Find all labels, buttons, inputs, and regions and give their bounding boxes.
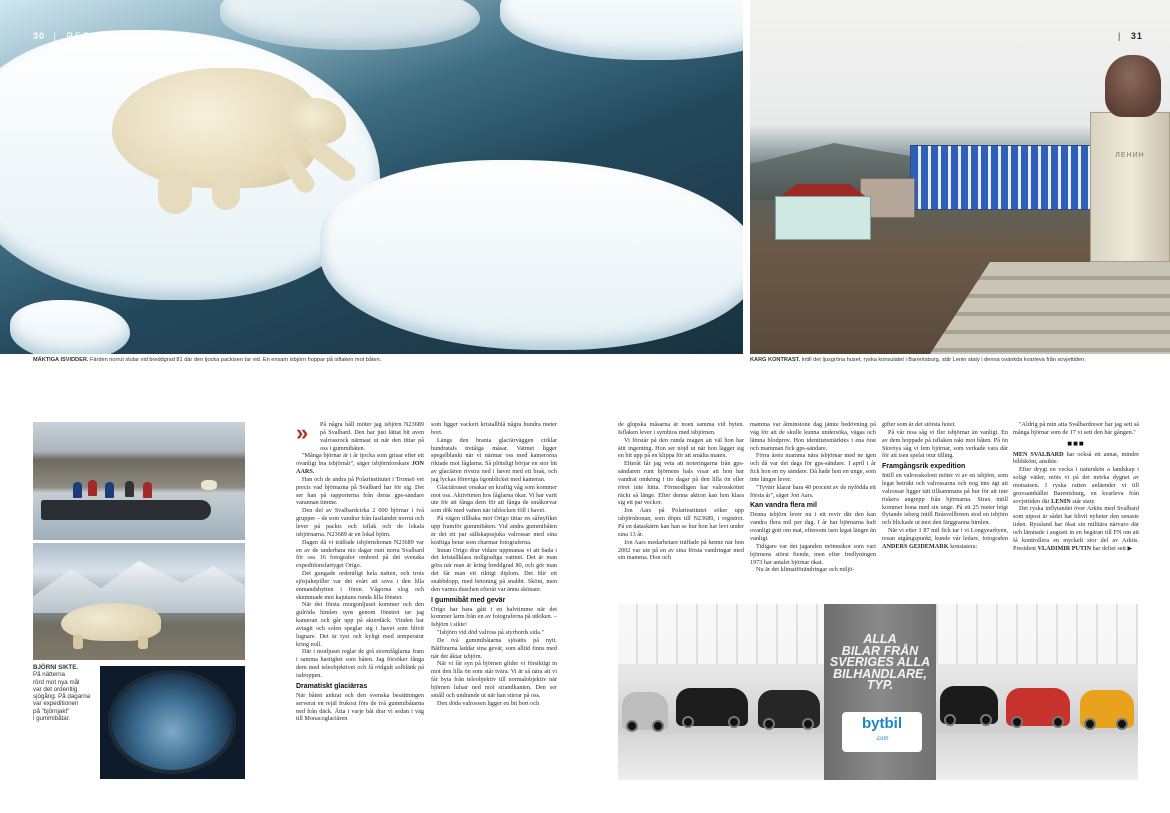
paragraph: Intill en valrosskoloni möter vi av en isbjörn, som legat beträkt och valrossarna och nog inte ägt att valrossar ligger tätt tillsammans på hur för att inte riskera angrepp från björnarna. Strax intill kommer hona med sin unge. På ett 25 meter högt flytande isberg intill Bråsvellbreen stod en isbjörn och blickade ut mot den färggranna himlen. <box>882 472 1008 527</box>
slogan-line: BILHANDLARE, <box>833 666 927 681</box>
paragraph: Den del av Svalbardcirka 2 000 björnar i två grupper – de som vandrar från fastlandet norrut och lever på packis och isflak och de lokala isbjörnarna. N23689 är en lokal björn. <box>296 507 424 538</box>
paragraph <box>882 527 1008 551</box>
text: har deltet sett <box>1092 544 1126 552</box>
paragraph: Nu är det klimatförändringar och miljö- <box>756 566 855 574</box>
side-caption-line: var det ordentlig sjögång. På dagarna <box>33 685 91 701</box>
paragraph: Origo har bara gått i en halvtimme när det kommer larm från en av fotograferna på utkiken. – Isbjörn i sikte! <box>431 605 557 629</box>
right-folio: | 31 <box>1118 31 1143 41</box>
paragraph: Innan Origo drar vidare uppmanas vi att bada i det kristallklara nollgradiga vattnet. Det är man göra när man är kring breddgrad 80, och gör man det får man ett riktigt diplom. Det blir ett snabbdopp, med betoning på snabbt. Skönt, men den varma duschen efteråt var ännu skönare. <box>431 546 557 593</box>
paragraph: Tidigare var det jaganden mönnsikor som vari björnens störst fiende, men efter fredlyningen 1973 har antalet björnar ökat. <box>750 542 876 566</box>
barentsburg-photo <box>750 0 1170 354</box>
side-caption-line: var expeditionen <box>33 700 79 708</box>
main-photo-caption-left <box>33 357 733 364</box>
logo-text: bytbil <box>862 715 902 732</box>
paragraph: Den döda valrossen ligger en bit bort och <box>437 699 540 707</box>
name: LENIN <box>1051 497 1071 505</box>
paragraph: Glaciärraset orsakar en kraftig våg som kommer mot oss. Aktiviteten hos fåglarna ökar. Vi har varit ute för att fånga dem för att fånga de småkorvar som dök med vatten när isblocken föll i havet. <box>431 483 557 515</box>
paragraph: På några håll möter jag isbjörn N23689 på Svalbard. Den har just lättat bit aven valrossrock närmast ut när den tittar på oss i gummibåten. <box>320 421 424 452</box>
paragraph: När det första morgonljuset kommer och den gulröda himlen syns genom fönstret tar jag kameran och går upp på akterdäck. Vinden har avtagit och solen speglar sig i havet som blivit lugnare. Det är tyst och kyligt med temperatur kring noll. <box>296 601 424 648</box>
paragraph <box>1013 451 1139 467</box>
paragraph: de glupska måsarna är noen samma vid byten. Isflaken lever i symbios med isbjörnen. <box>618 421 744 436</box>
subheading: Kan vandra flera mil <box>750 502 817 510</box>
side-caption-line: i gummibåtar. <box>33 715 71 723</box>
main-photo-caption-right <box>750 357 1160 364</box>
paragraph: Längs den branta glaciärväggen cirklar hundratals tretåiga måsar. Vattnet ligger spegelblankt när vi närmar oss med kamerorna riktade mot fåglarna. Så plötsligt börjar en stor bit av glaciären rivstra ned i havet med ett brak, och jag lyckas föreviga ögonblicket med kameran. <box>431 436 557 483</box>
statue-plaque: ЛЕНИН <box>1115 152 1145 159</box>
left-page-number: 30 <box>33 31 46 41</box>
paragraph: På vår resa såg vi fler isbjörnar än vanligt. En av dem hoppade på isflaken rakt mot båten. På ön Storöya såg vi fem björnar, som verkade vara där för att isen spelat otur tilling. <box>882 428 1008 460</box>
paragraph <box>296 452 424 476</box>
lead-in: MEN SVALBARD <box>1013 450 1064 458</box>
paragraph: som ligger vackert kristallblå några hundra meter bort. <box>431 421 557 436</box>
leader-name: ANDERS GEIDEMARK <box>882 542 949 550</box>
paragraph: Denna isbjörn lever nu i ett revir där den kan vandra flera mil per dag. I år har björnarna haft ovanligt gott om mat, eftersom isen legat längre än vanligt. <box>750 511 876 542</box>
name: VLADIMIR PUTIN <box>1037 544 1092 552</box>
article-column-2 <box>431 421 557 783</box>
paragraph: Jon Aars på Polarinstitutet söker upp isbjörnhonan, som döpts till N23689, i registret. På en dataskärm kan han se hur hon har levt under sina 13 år. <box>618 507 744 538</box>
paragraph: Han och de andra på Polarinstitutet i Tromsö vet precis vad björnarna på Svalbard har för sig. Det ser han på rapporterna från deras gps-sändare varannan timme. <box>296 475 424 507</box>
paragraph: "Isbjörn vid död valross på styrbords sida." <box>437 629 544 637</box>
quote: "Många björnar är i år tjocka som grisar efter ett ovanligt bra isbjörnår", säger isbjörnforskare <box>296 452 424 468</box>
side-photo-caption <box>33 664 97 722</box>
side-caption-line: BJÖRNI SIKTE. <box>33 664 79 671</box>
paragraph: "Tyvärr klarar bara 40 procent av de nyfödda ett första år", säger Jon Aars. <box>750 483 876 499</box>
article-column-4 <box>750 421 876 599</box>
paragraph <box>1013 466 1139 505</box>
caption-lead: MÄKTIGA ISVIDDER. <box>33 357 89 363</box>
paragraph: Förra årets mamma nära isbjörnar med ne igen och då var det dags för gps-sändare. I april i år fick hon en ny sändare. Då hade hon en unge, som inte längre lever. <box>750 452 876 483</box>
slogan-line: TYP. <box>866 678 894 692</box>
subheading: Dramatiskt glaciärras <box>296 682 368 690</box>
bytbil-logo[interactable] <box>842 712 922 752</box>
paragraph: Där i motljuset reglar de grå stormfåglarna fram i samma hastighet som båten. Jag försöker fånga dem med teleobjektivet och få rödgult solblänk på isdroppen. <box>296 648 424 679</box>
paragraph: De två gummibåtarna sjösätts på nytt. Båtförarna laddar sina gevär, som alltid finns med när det åktar isbjörn. <box>431 636 557 660</box>
text: står staty. <box>1072 497 1096 505</box>
researcher-name: JON AARS. <box>296 460 424 476</box>
text: konstatera: <box>950 542 978 550</box>
section-label: REPORTAGE <box>66 31 141 41</box>
porthole-photo <box>100 666 245 779</box>
text: När vi efter 1 87 mil fick tar i vi Longyearbyen, resan utgångspunkt, kunde vår ledare, fotografen <box>882 527 1008 542</box>
bytbil-advertisement[interactable] <box>618 604 1138 780</box>
text: Efter drygt en vecka i naturskön a landskap i soligt väder, möts vi på det mörka dygnet av motsatsen. I ryska ratten anläender vi till gruvsamhället Barentsburg, en kvarleva från sovjettiden där <box>1013 466 1139 505</box>
paragraph: Det gungade ordentligt hela natten, och trots sjösjukepiller var det svårt att sova i den lilla enmandshytten i fören. Vågorna slog och skummade mot kajutans runda lilla fönster. <box>296 570 424 601</box>
article-column-3 <box>618 421 744 599</box>
side-caption-line: På nätterna <box>33 671 65 679</box>
article-start-chevrons: » <box>296 420 305 445</box>
slogan-line: SVERIGES ALLA <box>829 655 931 669</box>
paragraph: Jon Aars medarbetare träffade på henne när hon 2002 var ute på en av sina första vandringar med sin mamma. Hon och <box>618 538 744 562</box>
polar-bear-photo <box>0 0 743 354</box>
paragraph: När vi får syn på björnen glider vi försiktigt in mot den lilla ön som står tvära. Vi är så nära att vi får byta från teleobjektiv till normalobjektiv när björnen lufsar ned mot strandkanten. Den ser småll och undrande ut när han stirrar på oss. <box>431 660 557 699</box>
paragraph: Vi förstår på den runda magen att väl hon har ätit ingenting. Hon ser nöjd ut när hon lägger sig en bit upp på en klippa för att smälta maten. <box>618 436 744 460</box>
paragraph: På vägen tillbaka mot Origo tittar en såfnyfiket upp framför gummibåten. Vid andra gummibåten är det ett par sällskapssjuka valrossar med sina kraftiga betar som charmar fotograferna. <box>431 515 557 546</box>
paragraph: Efteråt får jag veta att noteringarna från gps-sändaren runt björnens hals visar att hon har vandrat omkring i tio dagar på den lilla ön eller röret inte hitta. Förmodligen har valrossköttet räckt så länge. Efter denna aktion kan hon klara sig ett par veckor. <box>618 460 744 507</box>
ad-slogan <box>824 634 936 692</box>
paragraph: "Aldrig på min atta Svalbardresor har jag sett så många björnar som de 17 vi sett den här gången." <box>1013 421 1139 436</box>
side-caption-line: rörd mot nya mål <box>33 678 80 686</box>
logo-domain: .com <box>875 736 889 742</box>
right-page-number: 31 <box>1130 31 1143 41</box>
subheading: I gummibåt med gevär <box>431 596 506 604</box>
caption-text: Intill det ljusgröna huset, ryska konsulatet i Barentsburg, står Lenin staty i denna ovänkda kvarleva från sovjettiden. <box>801 357 1086 363</box>
article-column-1 <box>296 421 424 783</box>
paragraph <box>1013 505 1139 552</box>
slogan-line: ALLA <box>863 632 897 646</box>
paragraph: När båten ankrat och den svenska besättningen serverat en rejäl frukost förs de två gummibåtarna ned från däck. Åtta i varje båt drar vi sedan i väg till Monacoglaciären <box>296 691 424 723</box>
caption-lead: KARG KONTRAST. <box>750 357 801 363</box>
text: Det ryska inflytandet över Arktis med Svalbard som utpost är sådet har blivit nyheter den senaste tiden. Ryssland har ökat sin militära närvaro där och lämnade i augusti in en begäran till FN om att få kontrollera en myckelt stor del av Arktis. President <box>1013 505 1139 552</box>
article-column-5 <box>882 421 1008 599</box>
subheading: Framgångsrik expedition <box>882 463 966 471</box>
slogan-line: BILAR FRÅN <box>841 643 919 658</box>
left-folio: 30 | REPORTAGE <box>33 31 141 41</box>
article-column-6 <box>1013 421 1139 599</box>
continue-arrow-icon: ▶ <box>1127 544 1133 552</box>
caption-text: Färden norrut slutar vid breddgrad 81 där den tjocka packisen tar vid. En ensam isbjörn hoppar på isflaken mot båten. <box>89 357 382 363</box>
zodiac-boat-photo <box>33 422 245 540</box>
paragraph: mamma var åtminstone dag jämte bedövning på väg för att de skulle kunna undersöka, vägas och lämna blodprov. Hon identitetsmärktes i ena örat och mamman fick gps-sändare. <box>750 421 876 452</box>
side-caption-line: på "björnjakt" <box>33 707 70 715</box>
section-end-mark: ■■■ <box>1067 438 1085 448</box>
paragraph: Dagen då vi träffade isbjörnshonan N23689 var en av de underbara nio dagar runt norra Svalbard för oss 16 fotografer ombord på det svenska expeditionsfartyget Origo. <box>296 538 424 570</box>
walking-bear-photo <box>33 543 245 660</box>
paragraph: gifter som är det största hotet. <box>882 421 956 428</box>
text: har också ett annat, mindre bildskönt, ansikte. <box>1013 450 1139 466</box>
